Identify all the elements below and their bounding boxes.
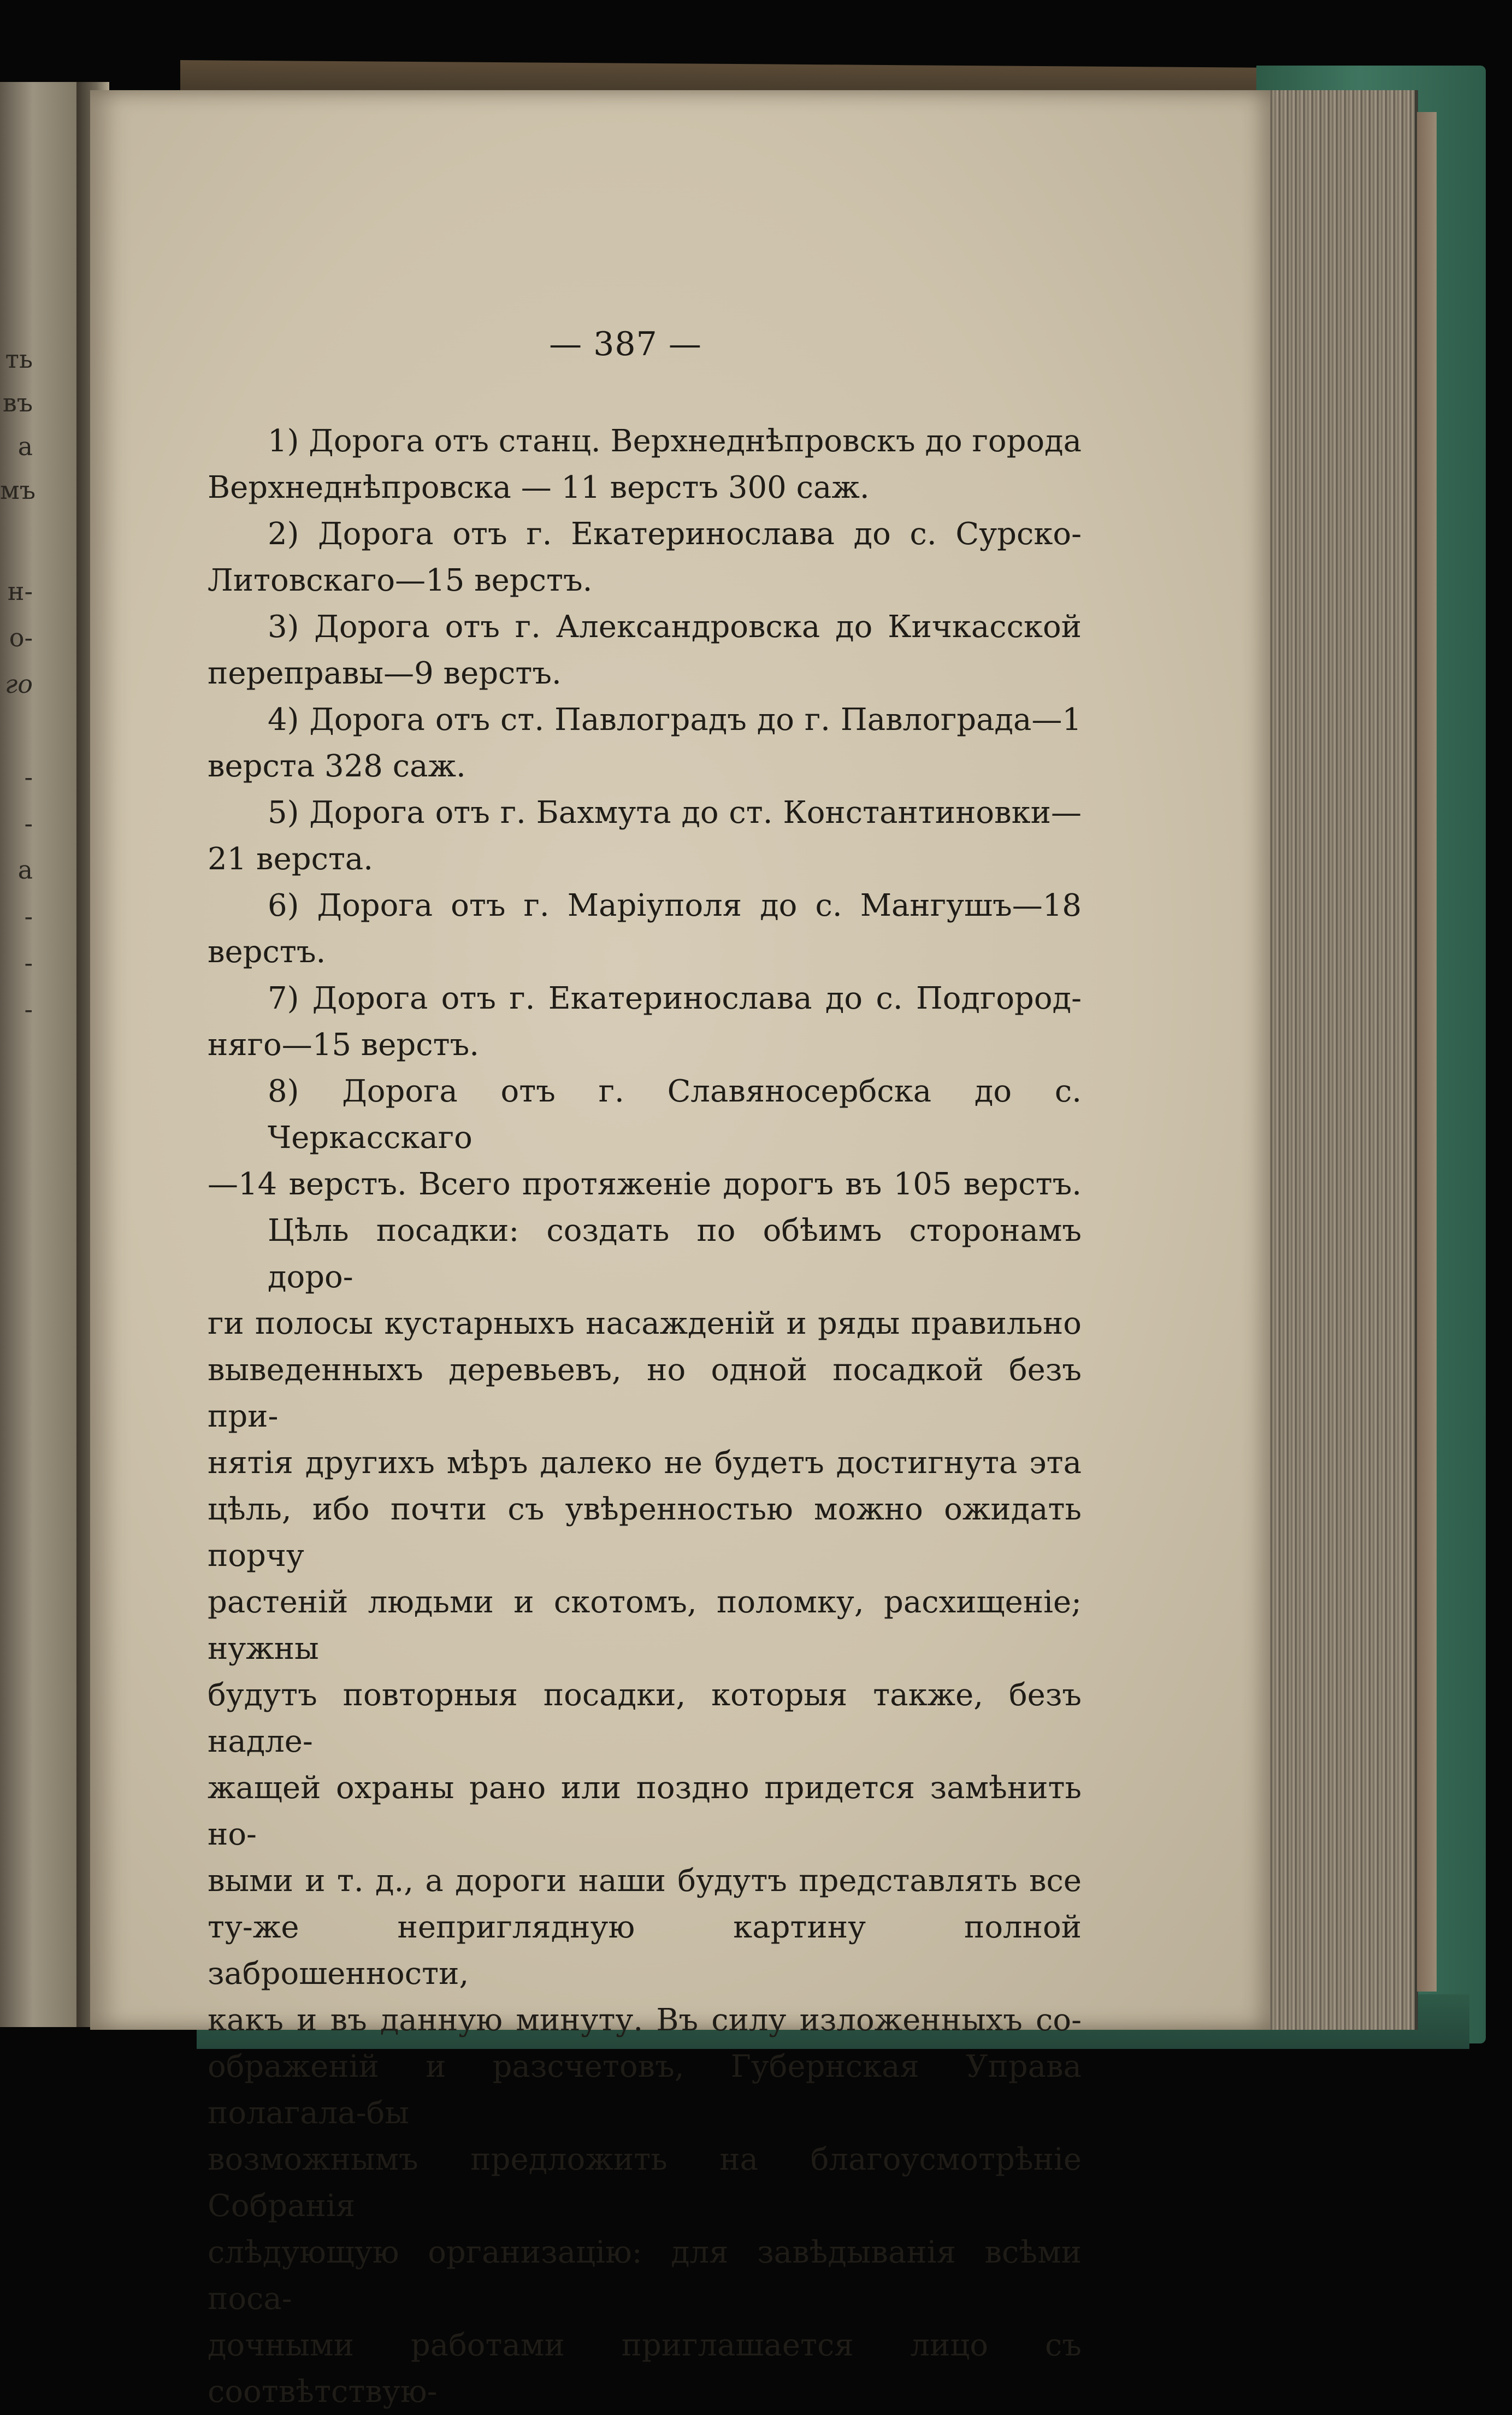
- paragraph-line: какъ и въ данную минуту. Въ силу изложенныхъ со-: [208, 2002, 1082, 2038]
- road-entry-6: [208, 882, 1082, 975]
- left-page-fragment: н-: [7, 576, 33, 606]
- entry-line: 3) Дорога отъ г. Александровска до Кичкасской: [268, 609, 1082, 645]
- left-page-fragment: ть: [5, 344, 33, 374]
- paragraph-line: Цѣль посадки: создать по обѣимъ сторонамъ доро-: [268, 1213, 1082, 1295]
- entry-line: 5) Дорога отъ г. Бахмута до ст. Константиновки—: [268, 795, 1082, 830]
- entry-line: 1) Дорога отъ станц. Верхнеднѣпровскъ до города: [268, 423, 1082, 459]
- entry-line: 4) Дорога отъ ст. Павлоградъ до г. Павлограда—1: [268, 702, 1082, 738]
- paragraph-line: растеній людьми и скотомъ, поломку, расхищеніе; нужны: [208, 1585, 1082, 1666]
- entry-line: 7) Дорога отъ г. Екатеринослава до с. Подгород-: [268, 981, 1082, 1016]
- left-page-fragment: а: [17, 432, 33, 461]
- entry-line: 6) Дорога отъ г. Маріуполя до с. Мангушъ—18: [268, 888, 1082, 923]
- page-body: [208, 418, 1082, 2415]
- left-page-fragment: -: [24, 762, 33, 792]
- book-page: [90, 90, 1270, 2410]
- page-number: — 387 —: [549, 325, 702, 363]
- entry-line: 2) Дорога отъ г. Екатеринослава до с. Сурско-: [268, 516, 1082, 552]
- road-entry-1: [208, 418, 1082, 511]
- entry-line: 8) Дорога отъ г. Славяносербска до с. Черкасскаго: [268, 1074, 1082, 1156]
- entry-line: 21 верста.: [208, 841, 374, 877]
- left-page-fragment: мъ: [0, 475, 36, 505]
- entry-line: —14 верстъ. Всего протяженіе дорогъ въ 105 верстъ.: [208, 1167, 1082, 1202]
- entry-line: верста 328 саж.: [208, 749, 466, 784]
- paragraph-line: будутъ повторныя посадки, которыя также, безъ надле-: [208, 1677, 1082, 1759]
- road-entry-8: [208, 1068, 1082, 1207]
- left-page-fragment: -: [24, 948, 33, 977]
- paragraph-line: жащей охраны рано или поздно придется замѣнить но-: [208, 1770, 1082, 1852]
- left-page-fragment: го: [5, 669, 33, 699]
- entry-line: верстъ.: [208, 934, 326, 970]
- paragraph-line: дочными работами приглашается лицо съ соотвѣтствую-: [208, 2328, 1082, 2410]
- entry-line: переправы—9 верстъ.: [208, 656, 562, 691]
- entry-line: Литовскаго—15 верстъ.: [208, 563, 593, 598]
- paragraph-line: ги полосы кустарныхъ насажденій и ряды правильно: [208, 1306, 1082, 1341]
- road-entry-5: [208, 790, 1082, 882]
- page-edges: [1251, 90, 1418, 2030]
- paragraph-line: цѣль, ибо почти съ увѣренностью можно ожидать порчу: [208, 1492, 1082, 1574]
- entry-line: Верхнеднѣпровска — 11 верстъ 300 саж.: [208, 470, 870, 505]
- paragraph-line: выми и т. д., а дороги наши будутъ представлять все: [208, 1863, 1082, 1899]
- paragraph-line: нятія другихъ мѣръ далеко не будетъ достигнута эта: [208, 1445, 1082, 1481]
- left-page-fragment: -: [24, 902, 33, 931]
- paragraph-line: ту-же неприглядную картину полной заброшенности,: [208, 1910, 1082, 1992]
- road-entry-7: [208, 975, 1082, 1068]
- left-page-fragment: о-: [9, 623, 33, 652]
- left-page-fragment: -: [24, 994, 33, 1024]
- road-entry-4: [208, 697, 1082, 790]
- previous-page: [0, 82, 82, 2027]
- paragraph-line: ображеній и разсчетовъ, Губернская Управа полагала-бы: [208, 2049, 1082, 2131]
- road-entry-3: [208, 604, 1082, 697]
- paragraph-line: выведенныхъ деревьевъ, но одной посадкой безъ при-: [208, 1352, 1082, 1434]
- left-page-fragment: а: [17, 855, 33, 885]
- left-page-fragment: въ: [2, 388, 33, 417]
- road-entry-2: [208, 511, 1082, 604]
- paragraph-line: возможнымъ предложить на благоусмотрѣніе Собранія: [208, 2142, 1082, 2224]
- paragraph-line: слѣдующую организацію: для завѣдыванія всѣми поса-: [208, 2235, 1082, 2317]
- purpose-paragraph: [208, 1207, 1082, 2415]
- entry-line: няго—15 верстъ.: [208, 1027, 480, 1063]
- left-page-fragment: -: [24, 809, 33, 838]
